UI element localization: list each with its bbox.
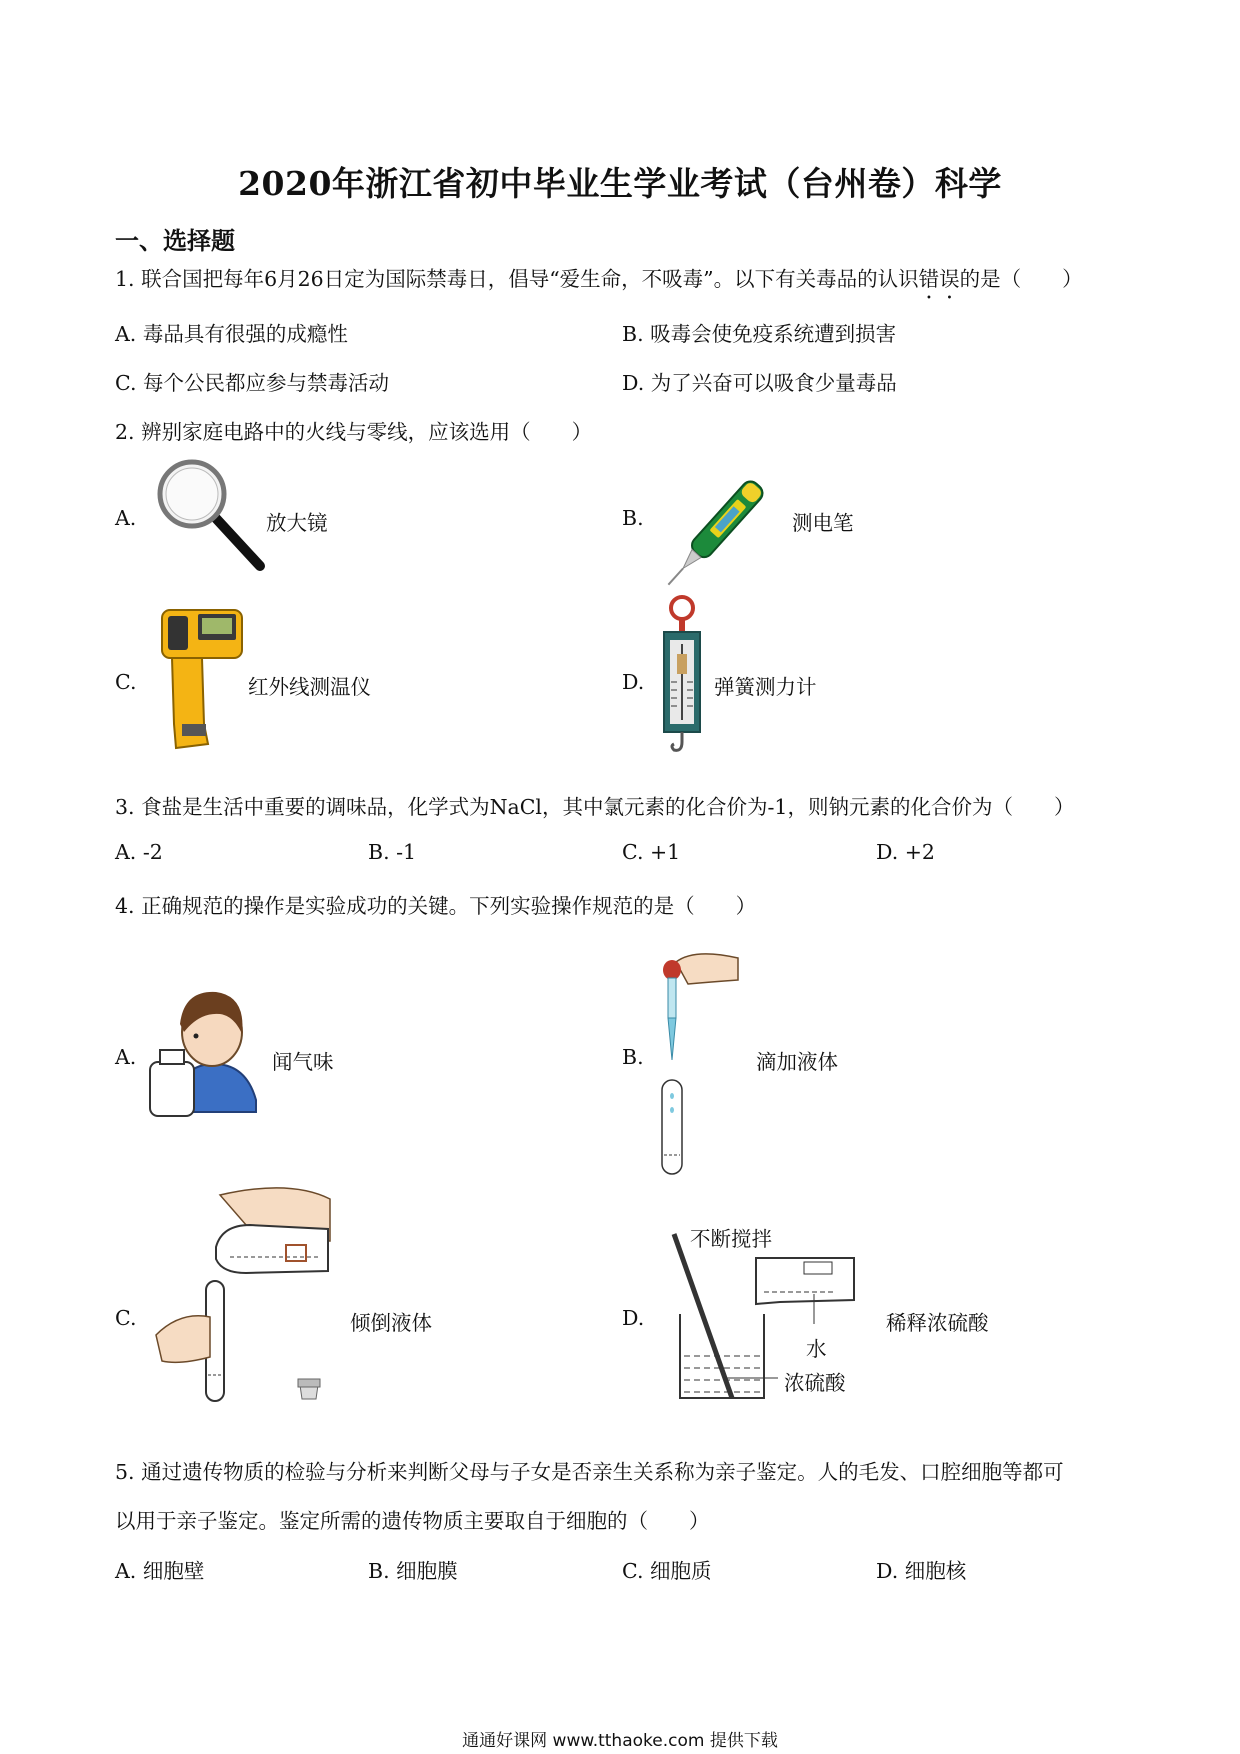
question-4-stem: 4. 正确规范的操作是实验成功的关键。下列实验操作规范的是（ ） [115,894,757,918]
q2-label-d: 弹簧测力计 [714,675,817,699]
q5-option-a: A. 细胞壁 [115,1559,205,1583]
q3-option-c: C. +1 [622,840,681,864]
q4-label-d: 稀释浓硫酸 [886,1311,989,1335]
q3-option-d: D. +2 [876,840,935,864]
pour-liquid-image [150,1185,350,1415]
q3-option-a: A. -2 [115,840,163,864]
question-5-line-2: 以用于亲子鉴定。鉴定所需的遗传物质主要取自于细胞的（ ） [115,1509,710,1533]
diagram-label-water: 水 [806,1337,827,1361]
question-1-stem [115,262,1083,292]
q1-option-a: A. 毒品具有很强的成瘾性 [115,322,348,346]
diagram-label-stir: 不断搅拌 [690,1227,772,1251]
q4-letter-a: A. [115,1045,137,1069]
dropper-image [654,950,744,1180]
q2-letter-d: D. [622,670,645,694]
q4-letter-d: D. [622,1306,645,1330]
q4-letter-c: C. [115,1306,137,1330]
infrared-thermometer-image [158,604,248,752]
q1-emphasis-1: 错 [918,267,940,291]
q1-option-d: D. 为了兴奋可以吸食少量毒品 [622,371,897,395]
q1-option-b: B. 吸毒会使免疫系统遭到损害 [622,322,897,346]
q3-option-b: B. -1 [368,840,417,864]
q5-option-b: B. 细胞膜 [368,1559,458,1583]
question-3-stem: 3. 食盐是生活中重要的调味品，化学式为NaCl，其中氯元素的化合价为-1，则钠元素的化合价为（ ） [115,795,1075,819]
q1-emphasis-2: 误 [939,267,960,291]
question-5-line-1: 5. 通过遗传物质的检验与分析来判断父母与子女是否亲生关系称为亲子鉴定。人的毛发、口腔细胞等都可 [115,1460,1064,1484]
smell-odor-image [150,980,268,1120]
q4-label-c: 倾倒液体 [350,1311,432,1335]
q2-letter-a: A. [115,506,137,530]
page-title: 2020年浙江省初中毕业生学业考试（台州卷）科学 [238,164,1002,203]
magnifier-image [150,458,270,574]
q1-option-c: C. 每个公民都应参与禁毒活动 [115,371,389,395]
q4-label-a: 闻气味 [272,1050,334,1074]
q1-text-suffix: 的是（ ） [959,267,1083,291]
page-footer: 通通好课网 www.tthaoke.com 提供下载 [462,1731,778,1751]
q2-label-c: 红外线测温仪 [248,675,371,699]
q2-letter-b: B. [622,506,644,530]
spring-scale-image [660,594,704,758]
section-heading: 一、选择题 [115,226,235,255]
q4-label-b: 滴加液体 [756,1050,838,1074]
q2-label-a: 放大镜 [266,511,328,535]
diagram-label-acid: 浓硫酸 [784,1371,846,1395]
q4-letter-b: B. [622,1045,644,1069]
test-pen-image [668,458,790,582]
q2-label-b: 测电笔 [792,511,854,535]
q1-text-prefix: 1. 联合国把每年6月26日定为国际禁毒日，倡导“爱生命，不吸毒”。以下有关毒品的认识 [115,267,919,291]
q2-letter-c: C. [115,670,137,694]
q5-option-c: C. 细胞质 [622,1559,712,1583]
q5-option-d: D. 细胞核 [876,1559,967,1583]
question-2-stem: 2. 辨别家庭电路中的火线与零线，应该选用（ ） [115,420,593,444]
